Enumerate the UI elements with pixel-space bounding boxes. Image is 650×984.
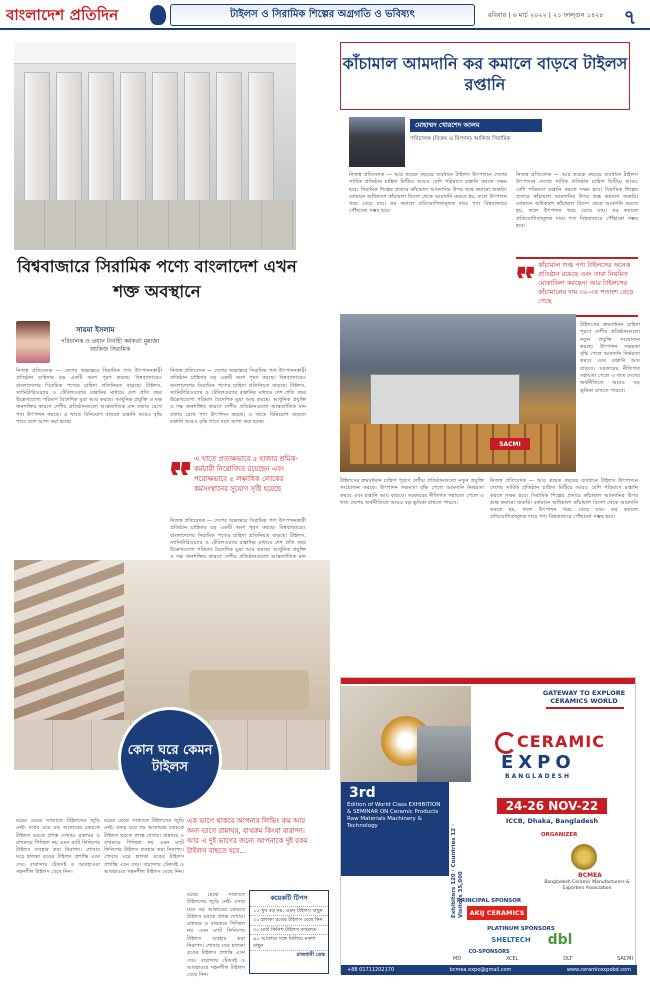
lower-intro-text: এক ভাগে থাকবে আপনার লিভিং রুম আর অন্য ভাগে রান্নাঘর, বাথরুম কিংবা বারান্দা। আর এ দুই ভাগের জন্যে আপনাকে দুই রকম টাইলস বাছতে হবে... (187, 817, 308, 855)
ad-contact-bar (341, 965, 637, 975)
left-article-paragraph: নিজস্ব প্রতিবেদক — দেশের অভ্যন্তরে সিরামিক পণ্য উৎপাদনকারী প্রতিষ্ঠান চাহিদার বড় একটি অংশ পূরণ করছে। বিশ্ববাজারেও বাংলাদেশের সিরামিক পণ্যের চাহিদা প্রতিনিয়ত বাড়ছে। টাইলস, স্যানিটারিওয়্যার ও টেবিলওয়্যার রপ্তানির মাধ্যমে দেশ প্রতি বছর উল্লেখযোগ্য পরিমাণ বৈদেশিক মুদ্রা আয় করছে। আধুনিক প্রযুক্তি ও দক্ষ জনশক্তির কারণে দেশীয় প্রতিষ্ঠানগুলো আন্তর্জাতিক মান বজায় রেখে পণ্য উৎপাদন করছে। এ খাতে বিনিয়োগ বাড়লে রপ্তানি আরও বৃদ্ধি পাবে বলে আশা করা হচ্ছে। (170, 368, 306, 426)
ceramic-expo-logo (495, 728, 633, 804)
principal-sponsor-logo[interactable]: AKIJ CERAMICS (467, 906, 527, 920)
co-sponsor-label: CO-SPONSORS (468, 949, 510, 955)
ad-phone[interactable]: +88 01711202170 (347, 967, 395, 973)
logo-word-ceramic: CERAMIC (517, 732, 605, 751)
tile-panel (184, 72, 210, 212)
expo-venue: ICCB, Dhaka, Bangladesh (505, 817, 599, 825)
page-header (0, 0, 650, 30)
logo-word-country: BANGLADESH (505, 773, 572, 780)
right-callout (516, 257, 638, 317)
lower-article-paragraph: ঘরের মেঝে সাজাতে টাইলসের জুড়ি নেই। বসার ঘরে বড় আকারের চকচকে টাইলস ঘরকে প্রশস্ত দেখায়। রান্নাঘর ও বাথরুমে পিচ্ছিল নয় এমন ম্যাট ফিনিশের টাইলস ব্যবহার করা নিরাপদ। শোবার ঘরে হালকা রঙের টাইলস প্রশান্তি এনে দেয়। বারান্দায় টেকসই ও আবহাওয়া সহনশীল টাইলস বেছে নিন। (16, 818, 100, 876)
lower-article-body-col2 (104, 818, 184, 974)
quote-mark-icon (170, 460, 192, 476)
tile-panel (152, 72, 178, 212)
tip-item: ২০ হালকা রঙের টাইলস বেছে নিন (250, 915, 328, 924)
lower-title[interactable]: কোন ঘরে কেমন টাইলস (127, 743, 213, 775)
right-article-paragraph: নিজস্ব প্রতিবেদক — আর কয়েক বছরের ব্যবধানে টাইলস উৎপাদনে দেশের সার্বিক প্রতিষ্ঠান চাহিদা মিটিয়ে আরও বেশি পরিমাণে রপ্তানি করতে সক্ষম হবে। সিরামিক শিল্পের প্রসারে কাঁচামাল আমদানির উপর শুল্ক কমানো জরুরি। বর্তমানে অধিকাংশ কাঁচামাল বিদেশ থেকে আমদানি করতে হয়, ফলে উৎপাদন খরচ বেড়ে যায়। কর কমালে প্রতিযোগিতামূলক দামে পণ্য বিশ্ববাজারে পৌঁছানো সম্ভব হবে। (349, 172, 507, 215)
ad-website[interactable]: www.ceramicexpobd.com (566, 967, 631, 973)
right-article-body (349, 172, 507, 312)
right-headline-box (340, 42, 630, 110)
right-article-body-col4 (340, 478, 484, 558)
lower-article-body-col3 (187, 892, 245, 979)
right-article-paragraph: টাইলসের ক্রমবর্ধমান চাহিদা পূরণে দেশীয় প্রতিষ্ঠানগুলো নতুন প্রযুক্তি সংযোজন করছে। উৎপাদন সক্ষমতা বৃদ্ধি পেলে আমদানি নির্ভরতা কমবে এবং রপ্তানি আয় বাড়বে। সরকারের নীতিগত সহায়তা পেলে এ খাত দেশের অর্থনীতিতে আরও বড় ভূমিকা রাখতে পারবে। (580, 322, 640, 394)
section-banner: টাইলস ও সিরামিক শিল্পের অগ্রগতি ও ভবিষ্যৎ (170, 4, 475, 26)
right-author-photo (349, 117, 405, 167)
sanitaryware-photo (417, 726, 471, 782)
right-article-body-col2 (516, 172, 638, 252)
expo-dates: 24-26 NOV-22 (497, 798, 607, 814)
right-article-body-col5 (490, 478, 638, 558)
left-author-role: পরিচালক ও প্রধান নির্বাহী কর্মকর্তা মুন্নাজা আকিজ সিরামিক (60, 338, 160, 353)
organizer-full-name: Bangladesh Ceramic Manufacturers & Exporters Association (544, 880, 630, 891)
lower-intro (187, 816, 311, 890)
logo-word-expo: EXPO (501, 752, 576, 773)
masthead[interactable]: বাংলাদেশ প্রতিদিন (6, 6, 119, 24)
ad-gateway-text: GATEWAY TO EXPLORE CERAMICS WORLD (542, 689, 626, 705)
tile-panel (88, 72, 114, 212)
right-article-paragraph: নিজস্ব প্রতিবেদক — আর কয়েক বছরের ব্যবধানে টাইলস উৎপাদনে দেশের সার্বিক প্রতিষ্ঠান চাহিদা মিটিয়ে আরও বেশি পরিমাণে রপ্তানি করতে সক্ষম হবে। সিরামিক শিল্পের প্রসারে কাঁচামাল আমদানির উপর শুল্ক কমানো জরুরি। বর্তমানে অধিকাংশ কাঁচামাল বিদেশ থেকে আমদানি করতে হয়, ফলে উৎপাদন খরচ বেড়ে যায়। কর কমালে প্রতিযোগিতামূলক দামে পণ্য বিশ্ববাজারে পৌঁছানো সম্ভব হবে। (490, 478, 638, 521)
pull-quote-text: এ খাতে প্রত্যক্ষভাবে ৫ হাজার শ্রমিক-কর্মচারী নিয়োজিত রয়েছেন এবং পরোক্ষভাবে ৫ লক্ষাধিক লোকের কর্মসংস্থানের সুযোগ সৃষ্টি হয়েছে (194, 455, 299, 493)
tip-item: ১০ খুব বড় নয়, এমন টাইলস বাছুন (250, 906, 328, 915)
organizer-name: BCMEA (578, 872, 602, 879)
tile-panel (248, 72, 274, 212)
tile-panel (24, 72, 50, 212)
left-article-paragraph: নিজস্ব প্রতিবেদক — দেশের অভ্যন্তরে সিরামিক পণ্য উৎপাদনকারী প্রতিষ্ঠান চাহিদার বড় একটি অংশ পূরণ করছে। বিশ্ববাজারেও বাংলাদেশের সিরামিক পণ্যের চাহিদা প্রতিনিয়ত বাড়ছে। টাইলস, স্যানিটারিওয়্যার ও টেবিলওয়্যার রপ্তানির মাধ্যমে দেশ প্রতি বছর উল্লেখযোগ্য পরিমাণ বৈদেশিক মুদ্রা আয় করছে। আধুনিক প্রযুক্তি ও দক্ষ জনশক্তির কারণে দেশীয় প্রতিষ্ঠানগুলো আন্তর্জাতিক মান বজায় রেখে পণ্য উৎপাদন করছে। এ খাতে বিনিয়োগ বাড়লে রপ্তানি আরও বৃদ্ধি পাবে বলে আশা করা হচ্ছে। (16, 368, 162, 426)
factory-photo (340, 314, 576, 472)
right-article-paragraph: টাইলসের ক্রমবর্ধমান চাহিদা পূরণে দেশীয় প্রতিষ্ঠানগুলো নতুন প্রযুক্তি সংযোজন করছে। উৎপাদন সক্ষমতা বৃদ্ধি পেলে আমদানি নির্ভরতা কমবে এবং রপ্তানি আয় বাড়বে। সরকারের নীতিগত সহায়তা পেলে এ খাত দেশের অর্থনীতিতে আরও বড় ভূমিকা রাখতে পারবে। (340, 478, 484, 506)
left-author-photo (16, 321, 50, 363)
tips-box (249, 890, 329, 974)
tile-panel (56, 72, 82, 212)
dateline: রবিবার | ৬ মার্চ ২০২২ | ২১ ফাল্গুন ১৪২৮ (488, 11, 604, 19)
platinum-sponsor-label: PLATINUM SPONSORS (487, 926, 555, 932)
showroom-floor (14, 200, 296, 250)
showroom-ceiling (14, 42, 296, 64)
ad-top-bar (341, 678, 635, 684)
lower-article-paragraph: ঘরের মেঝে সাজাতে টাইলসের জুড়ি নেই। বসার ঘরে বড় আকারের চকচকে টাইলস ঘরকে প্রশস্ত দেখায়। রান্নাঘর ও বাথরুমে পিচ্ছিল নয় এমন ম্যাট ফিনিশের টাইলস ব্যবহার করা নিরাপদ। শোবার ঘরে হালকা রঙের টাইলস প্রশান্তি এনে দেয়। বারান্দায় টেকসই ও আবহাওয়া সহনশীল টাইলস বেছে নিন। (187, 892, 245, 979)
tip-item: ৪০ আলোর সঙ্গে মিলিয়ে নকশা বাছুন (250, 934, 328, 950)
ad-divider (546, 707, 624, 709)
ceramic-expo-ad[interactable] (340, 677, 636, 974)
co-sponsor-logo[interactable]: SACMI (617, 956, 633, 962)
sacmi-logo: SACMI (490, 438, 530, 450)
co-sponsor-logo[interactable]: MD (453, 956, 462, 962)
lower-article-paragraph: ঘরের মেঝে সাজাতে টাইলসের জুড়ি নেই। বসার ঘরে বড় আকারের চকচকে টাইলস ঘরকে প্রশস্ত দেখায়। রান্নাঘর ও বাথরুমে পিচ্ছিল নয় এমন ম্যাট ফিনিশের টাইলস ব্যবহার করা নিরাপদ। শোবার ঘরে হালকা রঙের টাইলস প্রশান্তি এনে দেয়। বারান্দায় টেকসই ও আবহাওয়া সহনশীল টাইলস বেছে নিন। (104, 818, 184, 876)
banner-crest-icon (150, 5, 166, 25)
bcmea-emblem-icon (571, 844, 597, 870)
edition-number: 3rd (349, 785, 376, 801)
ad-email[interactable]: bcmea.expo@gmail.com (449, 967, 512, 973)
organizer-label: ORGANIZER (541, 832, 578, 838)
tip-item: ৩০ ম্যাট ফিনিশ টাইলস বাথরুমে (250, 925, 328, 934)
lower-byline: রাজধানী ডেস্ক (250, 950, 328, 959)
callout-text: কাঁচামাল শুল্ক পণ্য টাইলসের অনেক প্রতিষ্ঠান রয়েছে এবং তারা নিয়মিত মোকাবিলা করছেন। আর টাইলসের কাঁচামালের দাম ৩০-৩৫ শতাংশ বেড়ে গেছে (538, 261, 634, 305)
left-pull-quote (170, 454, 306, 516)
edition-badge (341, 782, 449, 876)
staircase (14, 560, 124, 720)
co-sponsor-logo[interactable]: XCEL (505, 956, 519, 962)
right-author-name: মোহাম্মদ খোরশেদ আলম (410, 119, 542, 132)
lower-article-body (16, 818, 100, 974)
factory-machine (370, 374, 520, 429)
expo-ring-icon (495, 732, 517, 754)
right-article-paragraph: নিজস্ব প্রতিবেদক — আর কয়েক বছরের ব্যবধানে টাইলস উৎপাদনে দেশের সার্বিক প্রতিষ্ঠান চাহিদা মিটিয়ে আরও বেশি পরিমাণে রপ্তানি করতে সক্ষম হবে। সিরামিক শিল্পের প্রসারে কাঁচামাল আমদানির উপর শুল্ক কমানো জরুরি। বর্তমানে অধিকাংশ কাঁচামাল বিদেশ থেকে আমদানি করতে হয়, ফলে উৎপাদন খরচ বেড়ে যায়। কর কমালে প্রতিযোগিতামূলক দামে পণ্য বিশ্ববাজারে পৌঁছানো সম্ভব হবে। (516, 172, 638, 230)
edition-description: Edition of World Class EXHIBITION & SEMINAR ON Ceramic Products Raw Materials Machinery & Technology (347, 802, 441, 829)
left-article-body-col2 (170, 368, 306, 452)
left-author-name: সায়মা ইসলাম (76, 326, 115, 334)
ad-product-photos (341, 686, 471, 782)
right-headline[interactable]: কাঁচামাল আমদানি কর কমালে বাড়বে টাইলস রপ্তানি (342, 54, 628, 94)
page-number: ৭ (623, 5, 637, 29)
principal-sponsor-label: PRINCIPAL SPONSOR (456, 898, 522, 904)
left-headline[interactable]: বিশ্ববাজারে সিরামিক পণ্যে বাংলাদেশ এখন শক্ত অবস্থানে (17, 257, 297, 301)
platinum-sponsor-logo[interactable]: SHELTECH (491, 936, 531, 944)
left-article-body-col3 (170, 518, 306, 561)
left-article-paragraph: নিজস্ব প্রতিবেদক — দেশের অভ্যন্তরে সিরামিক পণ্য উৎপাদনকারী প্রতিষ্ঠান চাহিদার বড় একটি অংশ পূরণ করছে। বিশ্ববাজারেও বাংলাদেশের সিরামিক পণ্যের চাহিদা প্রতিনিয়ত বাড়ছে। টাইলস, স্যানিটারিওয়্যার ও টেবিলওয়্যার রপ্তানির মাধ্যমে দেশ প্রতি বছর উল্লেখযোগ্য পরিমাণ বৈদেশিক মুদ্রা আয় করছে। আধুনিক প্রযুক্তি ও দক্ষ জনশক্তির কারণে দেশীয় প্রতিষ্ঠানগুলো আন্তর্জাতিক মান (170, 518, 306, 561)
tile-showroom-photo (14, 42, 296, 250)
tile-panel (216, 72, 242, 212)
expo-stats: Exhibitors 120 · Countries 12 · Visitors 35,000 (451, 823, 464, 918)
left-headline-box (16, 254, 298, 314)
co-sponsor-row (453, 956, 633, 964)
right-author-role: পরিচালক (বিক্রয় ও বিপণন) আকিজ সিরামিক (410, 136, 511, 142)
right-article-body-col3 (580, 322, 640, 472)
tips-title: কয়েকটি টিপস (270, 894, 308, 902)
platinum-sponsor-logo[interactable]: dbl (547, 932, 573, 948)
tile-panel (120, 72, 146, 212)
co-sponsor-logo[interactable]: DLT (563, 956, 573, 962)
quote-mark-icon (516, 265, 536, 279)
left-article-body (16, 368, 162, 548)
lower-title-badge (118, 707, 222, 811)
sofa (189, 670, 309, 710)
